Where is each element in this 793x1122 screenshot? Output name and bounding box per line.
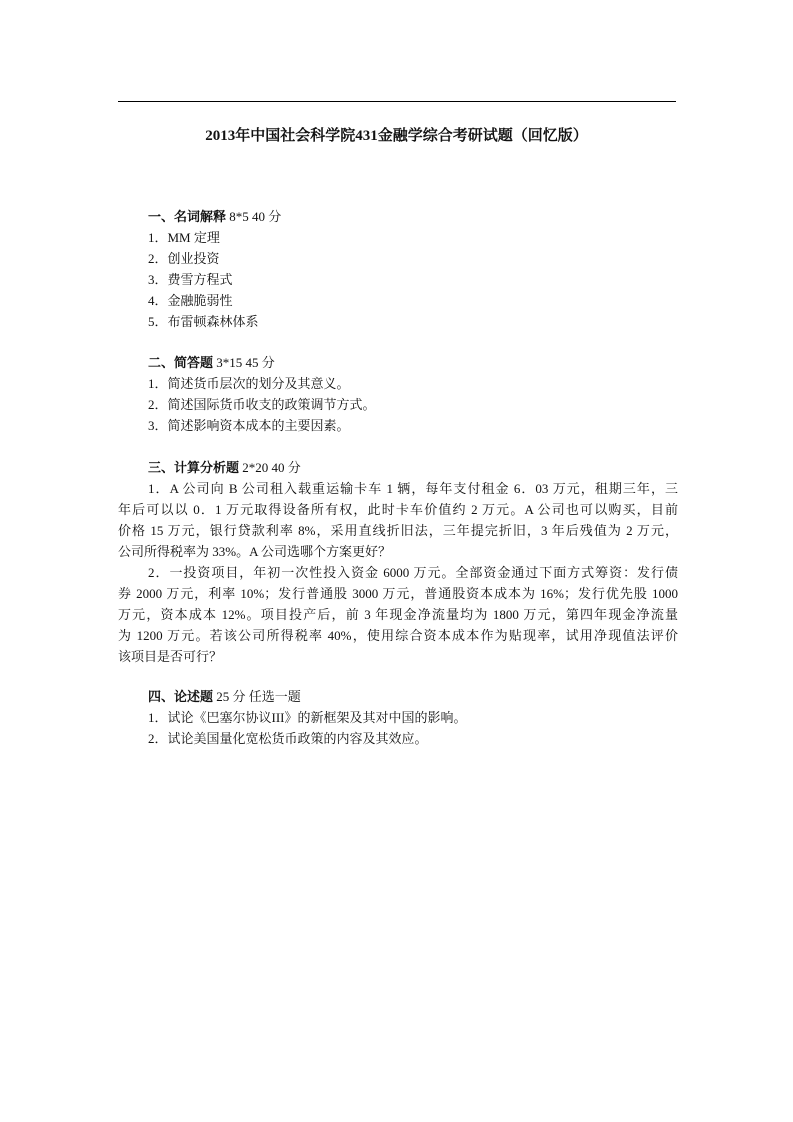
paragraph-line: 1．A 公司向 B 公司租入载重运输卡车 1 辆，每年支付租金 6．03 万元，租期三年，三	[148, 481, 678, 496]
heading-label: 二、简答题	[148, 355, 214, 370]
header-rule	[118, 101, 676, 102]
heading-score: 3*15 45 分	[213, 355, 275, 370]
paragraph-line: 价格 15 万元，银行贷款利率 8%，采用直线折旧法，三年提完折旧，3 年后残值为 2 万元，	[118, 523, 678, 538]
paragraph-line: 该项目是否可行？	[118, 649, 223, 664]
paragraph-line: 券 2000 万元，利率 10%；发行普通股 3000 万元，普通股资本成本为 16%；发行优先股 1000	[118, 586, 678, 601]
list-item: 3．简述影响资本成本的主要因素。	[148, 418, 350, 433]
paragraph-line: 万元，资本成本 12%。项目投产后，前 3 年现金净流量均为 1800 万元，第四年现金净流量	[118, 607, 678, 622]
list-item: 3．费雪方程式	[148, 272, 233, 287]
list-item: 5．布雷顿森林体系	[148, 314, 259, 329]
section-terms	[118, 206, 678, 332]
heading-score: 25 分 任选一题	[213, 689, 301, 704]
heading-label: 一、名词解释	[148, 209, 227, 224]
section-heading	[118, 206, 678, 227]
paragraph-line: 2．一投资项目，年初一次性投入资金 6000 万元。全部资金通过下面方式筹资：发行债	[148, 565, 678, 580]
paragraph-line: 公司所得税率为 33%。A 公司选哪个方案更好？	[118, 544, 392, 559]
section-short-answer	[118, 352, 678, 436]
list-item: 1．简述货币层次的划分及其意义。	[148, 376, 350, 391]
heading-label: 三、计算分析题	[148, 460, 240, 475]
paragraph-line: 为 1200 万元。若该公司所得税率 40%，使用综合资本成本作为贴现率，试用净现值法评价	[118, 628, 678, 643]
list-item: 2．创业投资	[148, 251, 220, 266]
section-calculation	[118, 457, 678, 667]
heading-score: 8*5 40 分	[226, 209, 282, 224]
section-heading	[118, 457, 678, 478]
section-heading	[118, 686, 678, 707]
section-heading	[118, 352, 678, 373]
section-essay	[118, 686, 678, 749]
list-item: 4．金融脆弱性	[148, 293, 233, 308]
paragraph-line: 年后可以以 0．1 万元取得设备所有权，此时卡车价值约 2 万元。A 公司也可以购买，目前	[118, 502, 678, 517]
heading-score: 2*20 40 分	[239, 460, 301, 475]
list-item: 2．简述国际货币收支的政策调节方式。	[148, 397, 376, 412]
question-paragraph	[118, 478, 678, 562]
list-item: 1．MM 定理	[148, 230, 220, 245]
page-title: 2013年中国社会科学院431金融学综合考研试题（回忆版）	[205, 128, 588, 144]
heading-label: 四、论述题	[148, 689, 214, 704]
question-paragraph	[118, 562, 678, 667]
list-item: 2．试论美国量化宽松货币政策的内容及其效应。	[148, 731, 428, 746]
list-item: 1．试论《巴塞尔协议III》的新框架及其对中国的影响。	[148, 710, 467, 725]
